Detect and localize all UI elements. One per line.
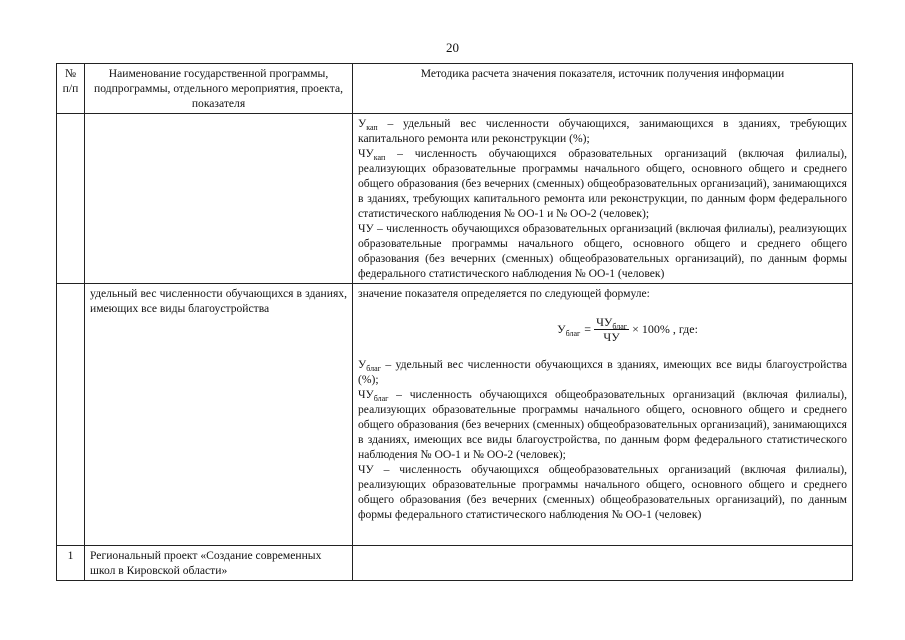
row-number-cell [57, 114, 85, 284]
row-method-cell [353, 284, 853, 546]
row-name-cell: удельный вес численности обучающихся в зданиях, имеющих все виды благоустройства [85, 284, 353, 546]
formula-equals: = [584, 321, 592, 336]
definition-chu-blag: $ЧУ_{благ}$ – численность обучающихся общеобразовательных организаций (включая филиалы), реализующих образовательные программы начального общего, основного общего и среднего общего образования (без вечерних (сменных) общеобразовательных организаций), занимающихся в зданиях, имеющих все виды благоустройства, по данным форм федерального статистического наблюдения № ОО-1 и № ОО-2 (человек); [358, 388, 847, 461]
formula [408, 301, 847, 357]
table-header-row [57, 64, 853, 114]
row-number-cell [57, 284, 85, 546]
formula-intro: значение показателя определяется по следующей формуле: [358, 287, 650, 300]
formula-lhs: $У_{благ}$ [557, 321, 581, 338]
formula-tail: × 100% , где: [632, 321, 698, 336]
table-row [57, 546, 853, 581]
row-name-cell: Региональный проект «Создание современных школ в Кировской области» [85, 546, 353, 581]
table-row [57, 114, 853, 284]
definition-chu: ЧУ – численность обучающихся общеобразовательных организаций (включая филиалы), реализующих образовательные программы начального общего, основного общего и среднего общего образования (без вечерних (сменных) общеобразовательных организаций), по данным формы федерального статистического наблюдения № ОО-1 (человек) [358, 463, 847, 521]
page-number: 20 [446, 40, 459, 55]
row-number-cell: 1 [57, 546, 85, 581]
indicator-table [56, 63, 853, 581]
formula-denominator: ЧУ [603, 329, 620, 344]
formula-numerator: $ЧУ_{благ}$ [596, 314, 628, 331]
definition-chu: ЧУ – численность обучающихся образовательных организаций (включая филиалы), реализующих образовательные программы начального общего, основного общего и среднего общего образования (без вечерних (сменных) общеобразовательных организаций), по данным формы федерального статистического наблюдения № ОО-1 (человек) [358, 222, 847, 280]
table-row [57, 284, 853, 546]
definition-u-kap: $У_{кап}$ – удельный вес численности обучающихся, занимающихся в зданиях, требующих капитального ремонта или реконструкции (%); [358, 117, 847, 145]
definition-chu-kap: $ЧУ_{кап}$ – численность обучающихся образовательных организаций (включая филиалы), реализующих образовательные программы начального общего, основного общего и среднего общего образования (без вечерних (сменных) общеобразовательных организаций), занимающихся в зданиях, требующих капитального ремонта или реконструкции, по данным форм федерального статистического наблюдения № ОО-1 и № ОО-2 (человек); [358, 147, 847, 220]
header-number: № п/п [57, 64, 85, 114]
header-method: Методика расчета значения показателя, источник получения информации [353, 64, 853, 114]
row-name-cell [85, 114, 353, 284]
definition-u-blag: $У_{благ}$ – удельный вес численности обучающихся в зданиях, имеющих все виды благоустройства (%); [358, 358, 847, 386]
row-method-cell [353, 114, 853, 284]
row-method-cell [353, 546, 853, 581]
header-name: Наименование государственной программы, подпрограммы, отдельного мероприятия, проекта, показателя [85, 64, 353, 114]
formula-fraction [594, 315, 629, 344]
